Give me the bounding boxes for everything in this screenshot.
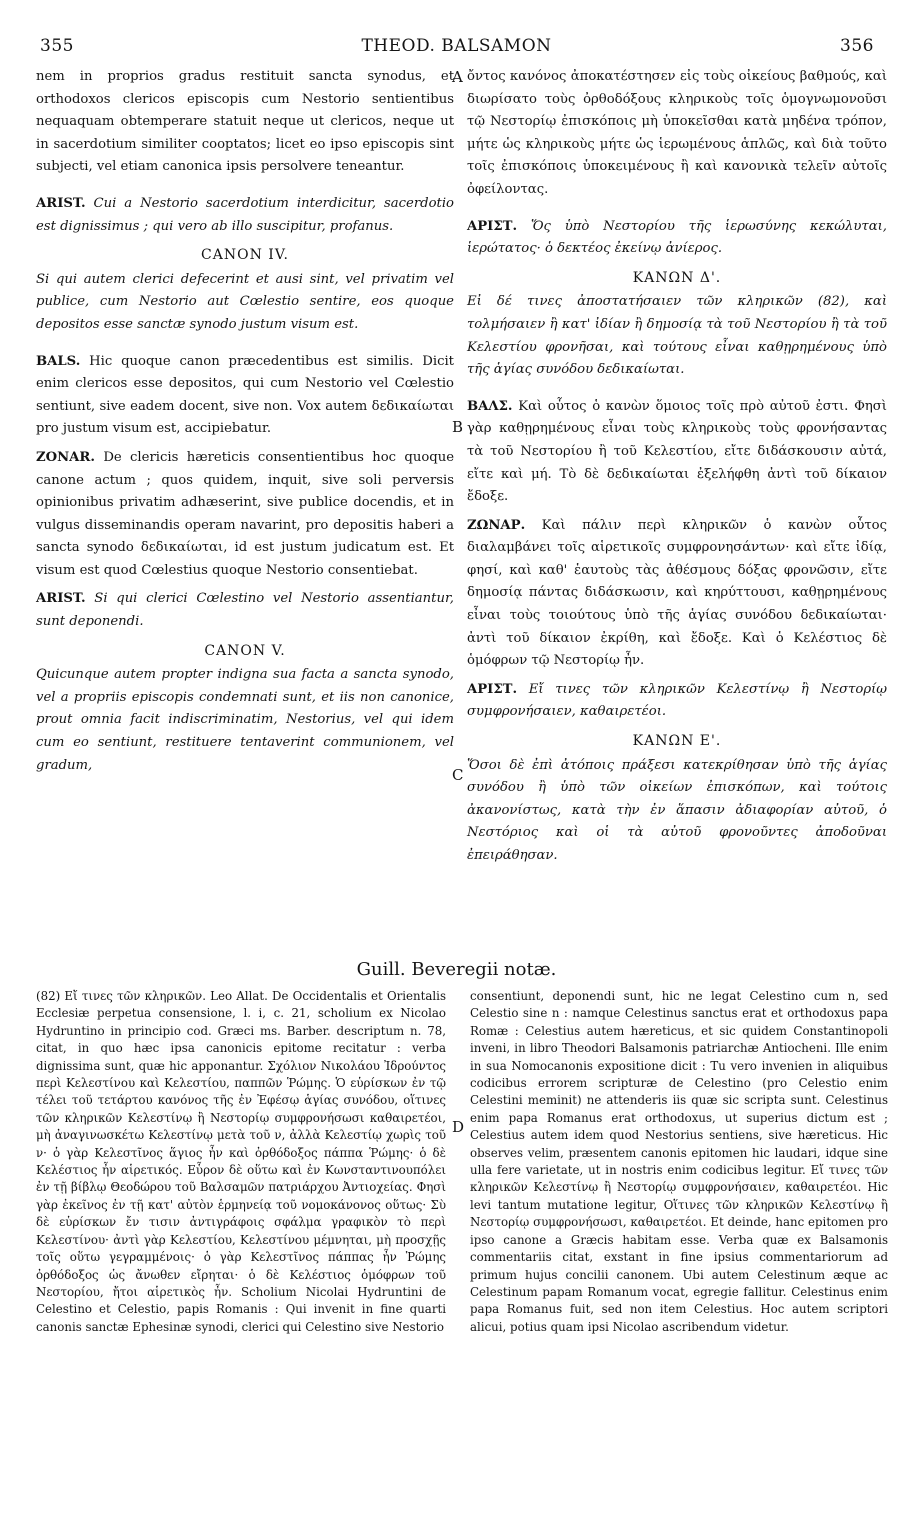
greek-paragraph-intro: ὄντος κανόνος ἀποκατέστησεν εἰς τοὺς οἰκείους βαθμούς, καὶ διωρίσατο τοὺς ὀρθοδόξους κληρικοὺς τοῖς ὁμογνωμονοῦσι τῷ Νεστορίῳ ἐπισκόποις μὴ ὑποκεῖσθαι κατὰ μηδένα τρόπον, μήτε ὡς κληρικοὺς μήτε ὡς ἱερωμένους ἁπλῶς, καὶ διὰ τοῦτο τοῖς ἐπισκόποις ὑποκειμένους ἢ καὶ κανονικὰ τελεῖν αὐτοῖς ὀφείλοντας. [467, 69, 887, 197]
canon-iv-title: CANON IV. [201, 247, 289, 264]
zonar-label: ZONAR. [36, 449, 95, 465]
notes-right-column [470, 988, 888, 1336]
margin-letter-d: D [452, 1118, 465, 1136]
arist-label: ARIST. [36, 195, 86, 211]
canon-5-greek-text: Ὅσοι δὲ ἐπὶ ἀτόποις πράξεσι κατεκρίθησαν ὑπὸ τῆς ἁγίας συνόδου ἢ ὑπὸ τῶν οἰκείων ἐπισκόπων, καὶ τούτοις ἀκανονίστως, κατὰ τὴν ἐν ἅπασιν ἀδιαφορίαν αὐτοῦ, ὁ Νεστόριος καὶ οἱ τὰ αὐτοῦ φρονοῦντες ἀποδοῦναι ἐπειράθησαν. [467, 757, 887, 863]
zonar-text: De clericis hæreticis consentientibus hoc quoque canone actum ; quos quidem, inquit, sive soli perversis opinionibus privatim adhæserint, sive publice docendis, et in vulgus disseminandis operam navarint, pro depositis haberi a sancta synodo δεδικαίωται, id est justum judicatum est. Et visum est quod Cœlestius quoque Nestorio consentiebat. [36, 449, 454, 578]
bals-text: Καὶ οὗτος ὁ κανὼν ὅμοιος τοῖς πρὸ αὐτοῦ ἐστι. Φησὶ γὰρ καθῃρημένους εἶναι τοὺς κληρικοὺς τοὺς φρονήσαντας τὰ τοῦ Νεστορίου ἢ τοῦ Κελεστίου, εἴτε διδάσκουσιν αὐτά, εἴτε καὶ μή. Τὸ δὲ δεδικαίωται ἐξελήφθη ἀντὶ τοῦ δίκαιον ἔδοξε. [467, 398, 887, 505]
arist-label: ΑΡΙΣΤ. [467, 218, 518, 234]
arist-text: Si qui clerici Cœlestino vel Nestorio assentiantur, sunt deponendi. [36, 591, 454, 630]
canon-4-greek-title: ΚΑΝΩΝ Δ'. [632, 269, 722, 286]
canon-v-title: CANON V. [204, 642, 286, 659]
right-page-number: 356 [840, 36, 874, 56]
arist-label: ARIST. [36, 591, 86, 607]
notes-left-column [36, 988, 446, 1336]
greek-arist-5 [467, 679, 887, 724]
zonar-label: ΖΩΝΑΡ. [467, 517, 526, 533]
latin-bals [36, 351, 454, 441]
canon-4-greek-text: Εἰ δέ τινες ἀποστατήσαιεν τῶν κληρικῶν (82), καὶ τολμήσαιεν ἢ κατ' ἰδίαν ἢ δημοσίᾳ τὰ τοῦ Νεστορίου ἢ τὰ τοῦ Κελεστίου φρονῆσαι, καὶ τούτους εἶναι καθῃρημένους ὑπὸ τῆς ἁγίας συνόδου δεδικαίωται. [467, 294, 887, 378]
greek-arist-4 [467, 216, 887, 261]
canon-5-greek-title: ΚΑΝΩΝ Ε'. [632, 733, 722, 750]
greek-zonar [467, 515, 887, 673]
canon-v-text: Quicunque autem propter indigna sua facta a sancta synodo, vel a propriis episcopis condemnati sunt, et iis non canonice, prout omnia facit indiscriminatim, Nestorius, vel qui idem cum eo sentiunt, restituere tentaverint communionem, vel gradum, [36, 667, 454, 773]
arist-label: ΑΡΙΣΤ. [467, 681, 518, 697]
latin-column [36, 66, 454, 783]
latin-arist-5 [36, 588, 454, 633]
notes-left-text: (82) Εἴ τινες τῶν κληρικῶν. Leo Allat. De Occidentalis et Orientalis Ecclesiæ perpetua consensione, l. i, c. 21, scholium ex Nicolao Hydruntino in principio cod. Græci ms. Barber. descriptum n. 78, citat, in quo hæc ipsa canonicis epitome recitatur : verba dignissima sunt, quæ hic apponantur. Σχόλιον Νικολάου Ἰδρούντος περὶ Κελεστίνου καὶ Κελεστίου, παππῶν Ῥώμης. Ὁ εὑρίσκων ἐν τῷ τέλει τοῦ τετάρτου κανόνος τῆς ἐν Ἐφέσῳ ἁγίας συνόδου, οἵτινες τῶν κληρικῶν Κελεστίνῳ ἢ Νεστορίῳ συμφρονήσωσι καθαιρετέοι, μὴ ἀναγινωσκέτω Κελεστίνῳ μετὰ τοῦ ν, ἀλλὰ Κελεστίῳ χωρὶς τοῦ ν· ὁ γὰρ Κελεστῖνος ἅγιος ἦν καὶ ὀρθόδοξος πάππα Ῥώμης· ὁ δὲ Κελέστιος ἦν αἱρετικός. Εὗρον δὲ οὕτω καὶ ἐν Κωνσταντινουπόλει ἐν τῇ βίβλῳ Θεοδώρου τοῦ Βαλσαμῶν πατριάρχου Ἀντιοχείας. Φησὶ γὰρ ἐκεῖνος ἐν τῇ κατ' αὐτὸν ἑρμηνείᾳ τοῦ νομοκάνονος οὕτως· Σὺ δὲ εὑρίσκων ἔν τισιν ἀντιγράφοις σφάλμα γραφικὸν τὸ περὶ Κελεστίνου· ἀντὶ γὰρ Κελεστίου, Κελεστίνου μέμνηται, μὴ προσχῇς τοῖς οὕτω γεγραμμένοις· ὁ γὰρ Κελεστῖνος πάππας ἦν Ῥώμης ὀρθόδοξος ὡς ἄνωθεν εἴρηται· ὁ δὲ Κελέστιος ὁμόφρων τοῦ Νεστορίου, ἤτοι αἱρετικὸς ἦν. Scholium Nicolai Hydruntini de Celestino et Celestio, papis Romanis : Qui invenit in fine quarti canonis sanctæ Ephesinæ synodi, clerici qui Celestino sive Nestorio [36, 989, 446, 1334]
arist-text: Εἴ τινες τῶν κληρικῶν Κελεστίνῳ ἢ Νεστορίῳ συμφρονήσαιεν, καθαιρετέοι. [467, 681, 887, 720]
notes-right-text: consentiunt, deponendi sunt, hic ne legat Celestino cum n, sed Celestio sine n : namque Celestinus sanctus erat et orthodoxus papa Romæ : Celestius autem hæreticus, et sic quidem Constantinopoli inveni, in libro Theodori Balsamonis patriarchæ Antiocheni. Ille enim in sua Nomocanonis expositione dicit : Tu vero invenien in aliquibus codicibus errorem scripturæ de Celestino (pro Celestio enim Celestini meminit) ne attenderis iis quæ sic scripta sunt. Celestinus enim papa Romanus erat orthodoxus, ut superius dictum est ; Celestius autem idem quod Nestorius sentiens, sive hæreticus. Hic observes velim, præsentem canonis epitomen hic laudari, idque sine ulla fere varietate, ut in nostris enim codicibus legitur. Εἴ τινες τῶν κληρικῶν Κελεστίνῳ ἢ Νεστορίῳ συμφρονήσαιεν, καθαιρετέοι. Hic levi tantum mutatione legitur, Οἵτινες τῶν κληρικῶν Κελεστίνῳ ἢ Νεστορίῳ συμφρονήσωσι, καθαιρετέοι. Et deinde, hanc epitomen pro ipso canone a Græcis habitam esse. Verba quæ ex Balsamonis commentariis citat, exstant in fine ipsius commentariorum ad primum hujus concilii canonem. Ubi autem Celestinum æque ac Celestinum papam Romanum vocat, egregie fallitur. Celestinus enim papa Romanus fuit, sed non item Celestius. Hoc autem scriptori alicui, potius quam ipsi Nicolao ascribendum videtur. [470, 989, 888, 1334]
bals-label: BALS. [36, 353, 81, 369]
bals-text: Hic quoque canon præcedentibus est similis. Dicit enim clericos esse depositos, qui cum Nestorio vel Cœlestio sentiunt, sive eadem docent, sive non. Vox autem δεδικαίωται pro justum visum est, accipiebatur. [36, 353, 454, 437]
latin-zonar [36, 447, 454, 583]
running-title: THEOD. BALSAMON [361, 36, 552, 56]
arist-text: Ὅς ὑπὸ Νεστορίου τῆς ἱερωσύνης κεκώλυται, ἱερώτατος· ὁ δεκτέος ἐκείνῳ ἀνίερος. [467, 218, 887, 257]
margin-letter-b: B [452, 418, 464, 436]
bals-label: ΒΑΛΣ. [467, 398, 513, 414]
margin-letter-c: C [452, 766, 464, 784]
notes-title: Guill. Beveregii notæ. [356, 959, 557, 980]
margin-letter-a: A [452, 68, 463, 86]
arist-text: Cui a Nestorio sacerdotium interdicitur, sacerdotio est dignissimus ; qui vero ab illo suscipitur, profanus. [36, 195, 454, 234]
left-page-number: 355 [40, 36, 74, 56]
canon-iv-text: Si qui autem clerici defecerint et ausi sint, vel privatim vel publice, cum Nestorio aut Cœlestio sentire, eos quoque depositos esse sanctæ synodo justum visum est. [36, 271, 454, 332]
greek-bals [467, 396, 887, 509]
latin-arist-4 [36, 193, 454, 238]
latin-paragraph-intro: nem in proprios gradus restituit sancta synodus, et orthodoxos clericos episcopis cum Nestorio sentientibus nequaquam obtemperare statuit neque ut clericos, neque ut in sacerdotium similiter cooptatos; licet eo ipso episcopis sint subjecti, vel etiam canonica ipsis persolvere teneantur. [36, 69, 454, 175]
zonar-text: Καὶ πάλιν περὶ κληρικῶν ὁ κανὼν οὗτος διαλαμβάνει τοῖς αἱρετικοῖς συμφρονησάντων· καὶ εἴτε ἰδίᾳ, φησί, καὶ καθ' ἑαυτοὺς τὰς ἀθέσμους δόξας φρονῶσιν, εἴτε δημοσίᾳ πάντας διδάσκωσιν, καὶ κηρύττουσι, καθῃρημένους εἶναι τοὺς τοιούτους ὑπὸ τῆς ἁγίας συνόδου δεδικαίωται· ἀντὶ τοῦ δίκαιον ἐκρίθη, καὶ ἔδοξε. Καὶ ὁ Κελέστιος δὲ ὁμόφρων τῷ Νεστορίῳ ἦν. [467, 517, 887, 669]
greek-column [467, 66, 887, 874]
